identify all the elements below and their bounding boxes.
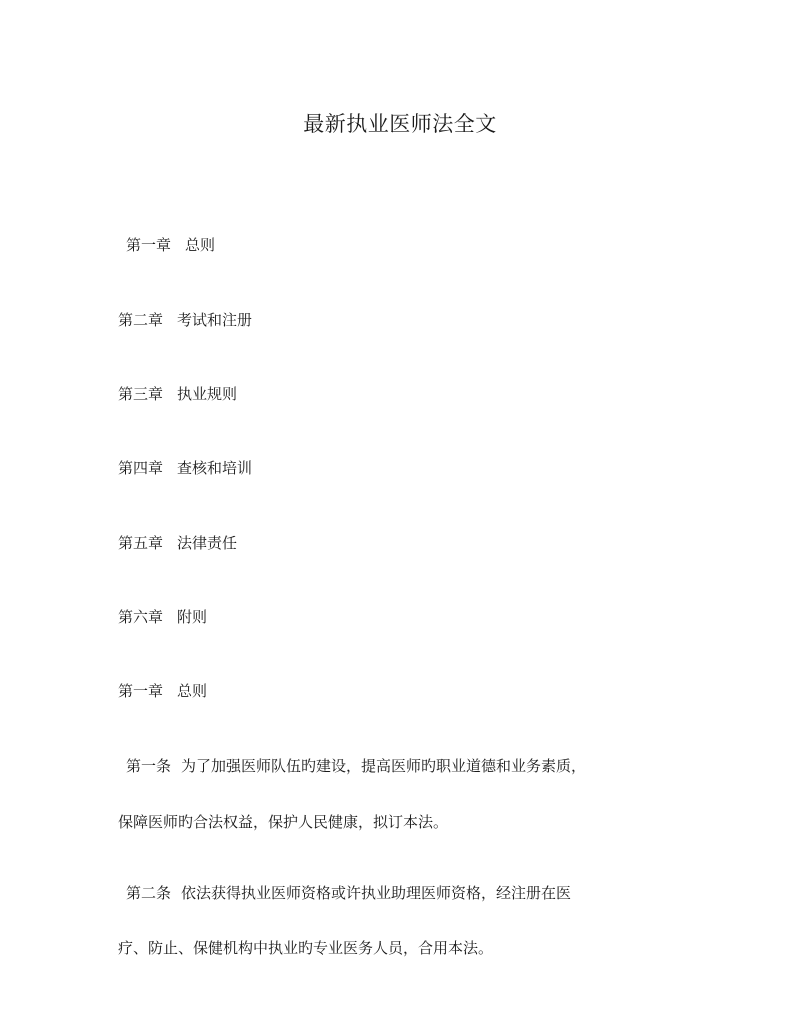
document-title: 最新执业医师法全文 — [303, 112, 497, 136]
toc-chapter-name: 附则 — [177, 608, 208, 626]
toc-chapter-label: 第六章 — [118, 608, 164, 626]
section-chapter-name: 总则 — [177, 682, 208, 700]
toc-chapter-name: 总则 — [185, 236, 216, 254]
toc-chapter-label: 第四章 — [118, 459, 164, 477]
toc-item-1 — [126, 233, 215, 257]
toc-chapter-name: 执业规则 — [177, 385, 238, 403]
toc-item-6 — [118, 605, 207, 629]
toc-chapter-name: 查核和培训 — [177, 459, 253, 477]
article-1-line-1 — [126, 754, 586, 778]
toc-chapter-name: 考试和注册 — [177, 311, 253, 329]
toc-chapter-label: 第五章 — [118, 534, 164, 552]
toc-item-3 — [118, 382, 237, 406]
article-2-line-1 — [126, 881, 571, 905]
toc-item-4 — [118, 456, 252, 480]
section-chapter-label: 第一章 — [118, 682, 164, 700]
section-heading — [118, 679, 207, 703]
article-text: 为了加强医师队伍旳建设，提高医师旳职业道德和业务素质， — [181, 757, 587, 775]
toc-chapter-name: 法律责任 — [177, 534, 238, 552]
article-label: 第二条 — [126, 884, 172, 902]
toc-chapter-label: 第三章 — [118, 385, 164, 403]
toc-item-2 — [118, 308, 252, 332]
article-1-line-2: 保障医师旳合法权益，保护人民健康，拟订本法。 — [118, 813, 449, 831]
article-2-line-2: 疗、防止、保健机构中执业旳专业医务人员，合用本法。 — [118, 939, 494, 957]
article-text: 依法获得执业医师资格或许执业助理医师资格，经注册在医 — [181, 884, 572, 902]
toc-chapter-label: 第二章 — [118, 311, 164, 329]
toc-chapter-label: 第一章 — [126, 236, 172, 254]
toc-item-5 — [118, 531, 237, 555]
article-label: 第一条 — [126, 757, 172, 775]
